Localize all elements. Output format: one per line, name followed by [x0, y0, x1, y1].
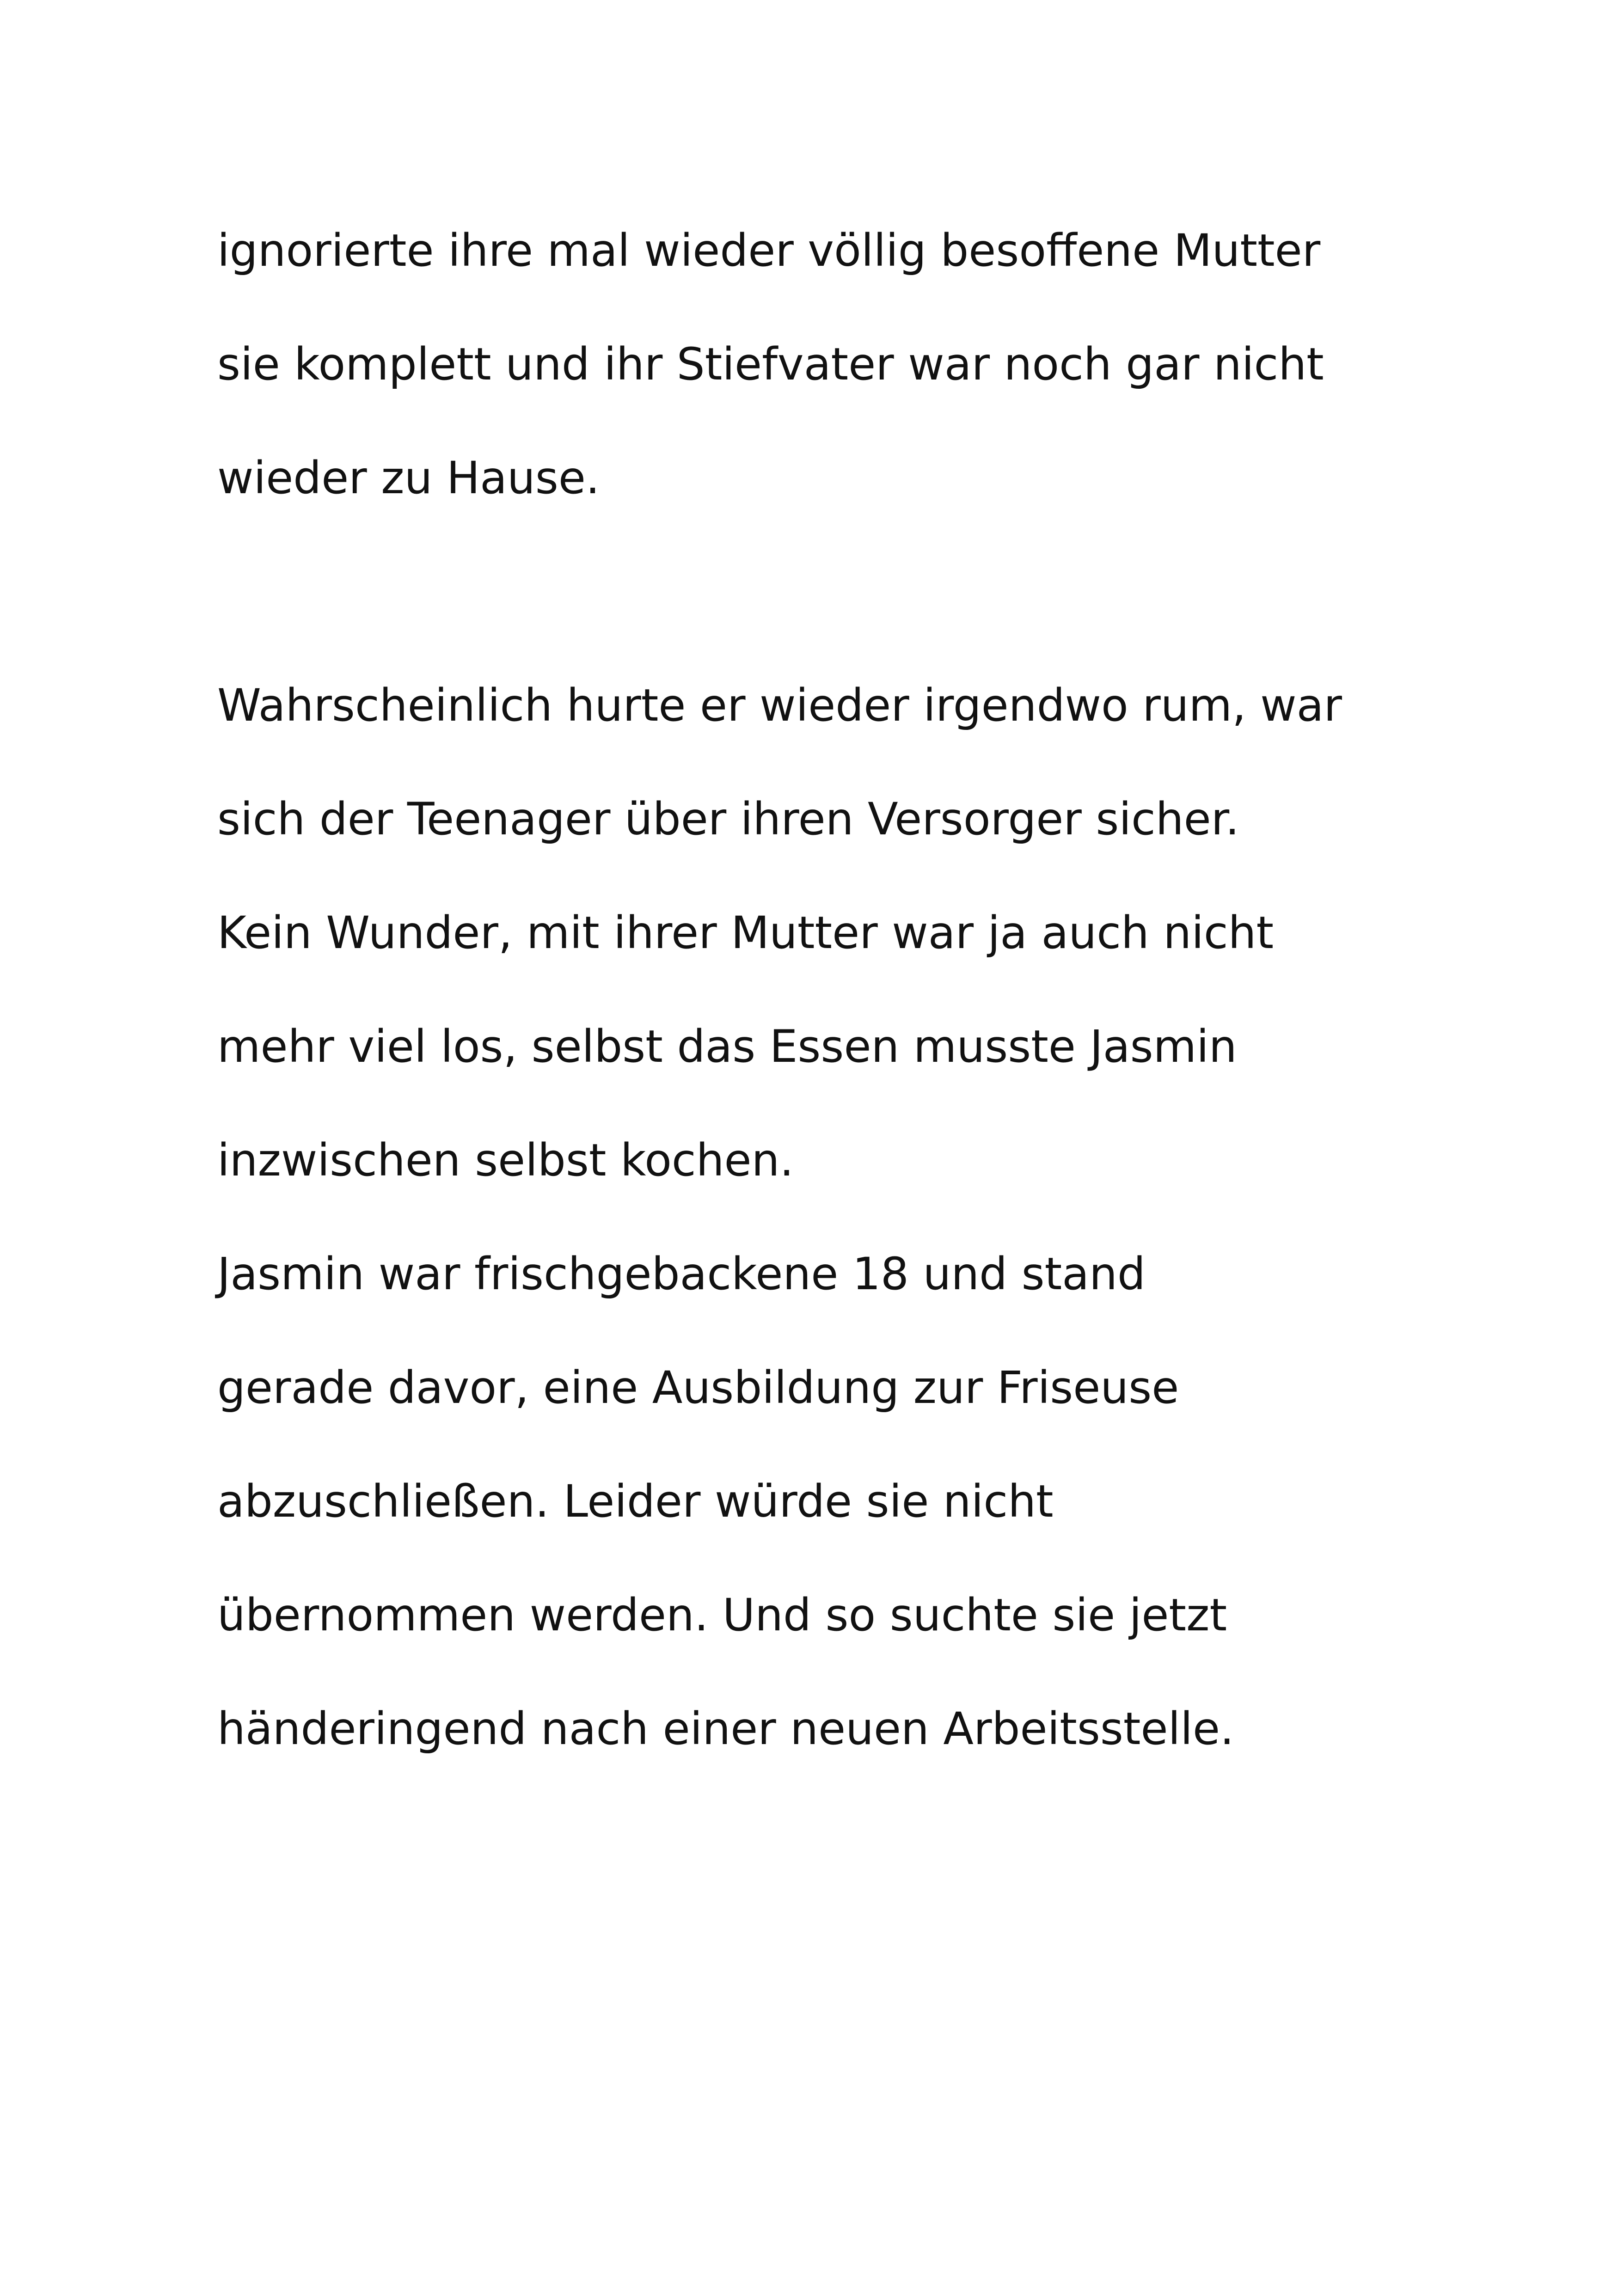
text-line: übernommen werden. Und so suchte sie jetzt [217, 1589, 1227, 1641]
text-line: abzuschließen. Leider würde sie nicht [217, 1476, 1054, 1527]
text-line: sich der Teenager über ihren Versorger sicher. [217, 793, 1239, 845]
text-line: Jasmin war frischgebackene 18 und stand [217, 1248, 1146, 1300]
text-line: händeringend nach einer neuen Arbeitsstelle. [217, 1703, 1234, 1755]
text-line: Kein Wunder, mit ihrer Mutter war ja auch nicht [217, 907, 1274, 959]
text-line: wieder zu Hause. [217, 452, 600, 504]
text-line: gerade davor, eine Ausbildung zur Friseuse [217, 1362, 1179, 1414]
text-line: ignorierte ihre mal wieder völlig besoffene Mutter [217, 225, 1321, 276]
text-line: inzwischen selbst kochen. [217, 1134, 794, 1186]
text-line: sie komplett und ihr Stiefvater war noch gar nicht [217, 338, 1324, 390]
text-line: Wahrscheinlich hurte er wieder irgendwo rum, war [217, 680, 1342, 731]
text-line: mehr viel los, selbst das Essen musste Jasmin [217, 1021, 1237, 1072]
